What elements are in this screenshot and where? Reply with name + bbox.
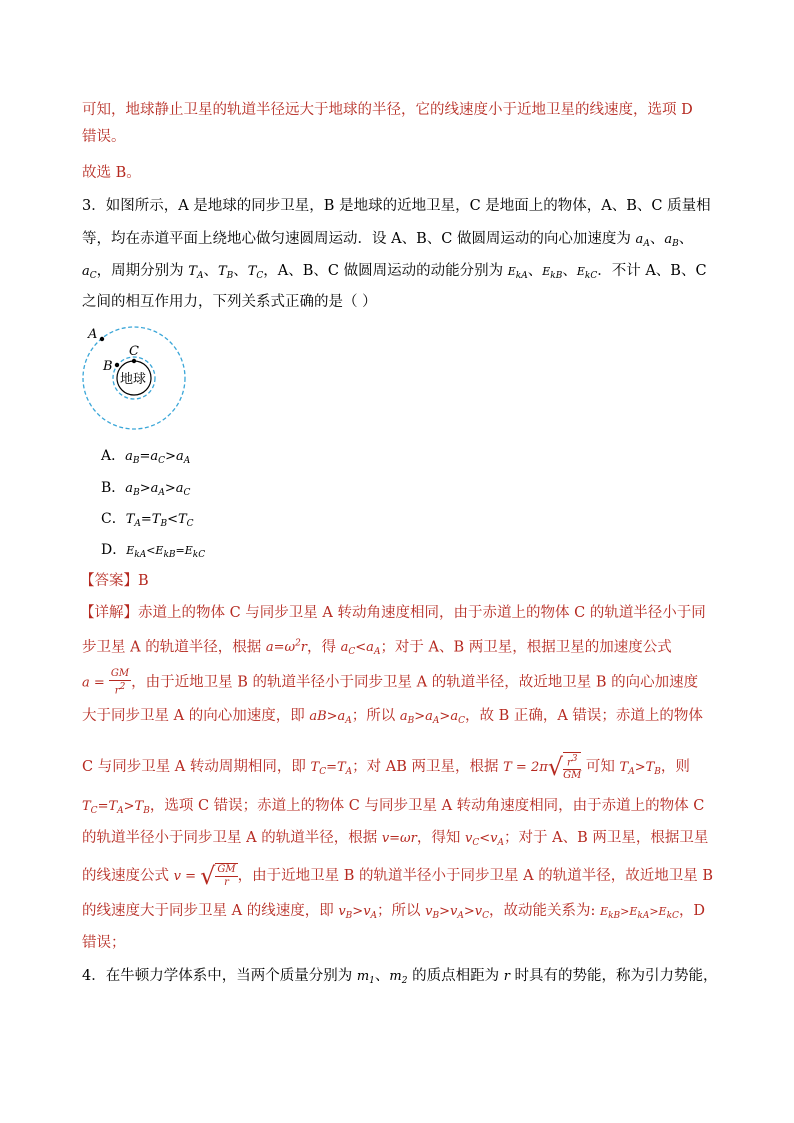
- answer-value: B: [138, 573, 149, 589]
- detail-line-6: $T_C=T_A>T_B$，选项 C 错误；赤道上的物体 C 与同步卫星 A 转动角速度相同，由于赤道上的物体 C: [82, 798, 705, 816]
- q4-line-1: 4．在牛顿力学体系中，当两个质量分别为 $m_1$、$m_2$ 的质点相距为 r 时具有的势能，称为引力势能，: [82, 968, 718, 986]
- label-a: A: [88, 327, 98, 342]
- detail-line-8: 的线速度公式 v = √ $\frac{GM}{r}$，由于近地卫星 B 的轨道半径小于同步卫星 A 的轨道半径，故近地卫星 B: [82, 862, 713, 890]
- earth-label: 地球: [120, 372, 147, 387]
- q3-line-3: $a_C$，周期分别为 $T_A$、$T_B$、$T_C$，A、B、C 做圆周运动的动能分别为 $E_{kA}$、$E_{kB}$、$E_{kC}$．不计 A、B、C: [82, 263, 707, 281]
- detail-line-9: 的线速度大于同步卫星 A 的线速度，即 $v_B>v_A$；所以 $v_B>v_A>v_C$，故动能关系为: $E_{kB}>E_{kA}>E_{kC}$，D: [82, 903, 706, 921]
- object-c-dot: [132, 359, 136, 363]
- q3-line-4: 之间的相互作用力，下列关系式正确的是（ ）: [82, 294, 377, 310]
- prev-line-1: 可知，地球静止卫星的轨道半径远大于地球的半径，它的线速度小于近地卫星的线速度，选项 D: [82, 102, 693, 118]
- q3-line-1: 3．如图所示，A 是地球的同步卫星，B 是地球的近地卫星，C 是地面上的物体，A、B、C 质量相: [82, 198, 711, 214]
- option-d[interactable]: D．$E_{kA}<E_{kB}=E_{kC}$: [101, 542, 206, 560]
- detail-line-2: 步卫星 A 的轨道半径，根据 $a=\omega^2r$，得 $a_C<a_A$；对于 A、B 两卫星，根据卫星的加速度公式: [82, 639, 672, 658]
- orbit-figure: [82, 322, 192, 430]
- period-formula: √ $\frac{r^3}{GM}$: [547, 753, 582, 782]
- satellite-a-dot: [100, 337, 104, 341]
- label-c: C: [129, 344, 139, 359]
- satellite-b-dot: [115, 363, 119, 367]
- detail-line-4: 大于同步卫星 A 的向心加速度，即 $aB>a_A$；所以 $a_B>a_A>a_C$，故 B 正确，A 错误；赤道上的物体: [82, 708, 703, 726]
- prev-line-2: 错误。: [82, 129, 126, 145]
- velocity-formula: √ $\frac{GM}{r}$: [200, 862, 236, 890]
- detail-line-1: 【详解】赤道上的物体 C 与同步卫星 A 转动角速度相同，由于赤道上的物体 C 的轨道半径小于同: [80, 605, 706, 621]
- label-b: B: [103, 359, 113, 374]
- detail-line-3: a = $\frac{GM}{r^2}$ ，由于近地卫星 B 的轨道半径小于同步卫星 A 的轨道半径，故近地卫星 B 的向心加速度: [82, 668, 699, 697]
- prev-line-3: 故选 B。: [82, 165, 141, 181]
- option-a[interactable]: A．$a_B=a_C>a_A$: [101, 448, 191, 466]
- detail-line-5: C 与同步卫星 A 转动周期相同，即 $T_C=T_A$；对 AB 两卫星，根据 T = 2π√ $\frac{r^3}{GM}$ 可知 $T_A>T_B$，则: [82, 753, 690, 782]
- answer-line: [80, 571, 149, 591]
- q3-line-2: 等，均在赤道平面上绕地心做匀速圆周运动．设 A、B、C 做圆周运动的向心加速度为 $a_A$、$a_B$、: [82, 231, 694, 249]
- detail-line-10: 错误；: [82, 935, 126, 951]
- detail-line-7: 的轨道半径小于同步卫星 A 的轨道半径，根据 v=ωr，得知 $v_C<v_A$；对于 A、B 两卫星，根据卫星: [82, 830, 709, 848]
- accel-formula: $\frac{GM}{r^2}$: [110, 668, 130, 697]
- option-b[interactable]: B．$a_B>a_A>a_C$: [101, 480, 191, 498]
- option-c[interactable]: C．$T_A=T_B<T_C$: [101, 511, 194, 529]
- answer-label: 【答案】: [80, 573, 138, 589]
